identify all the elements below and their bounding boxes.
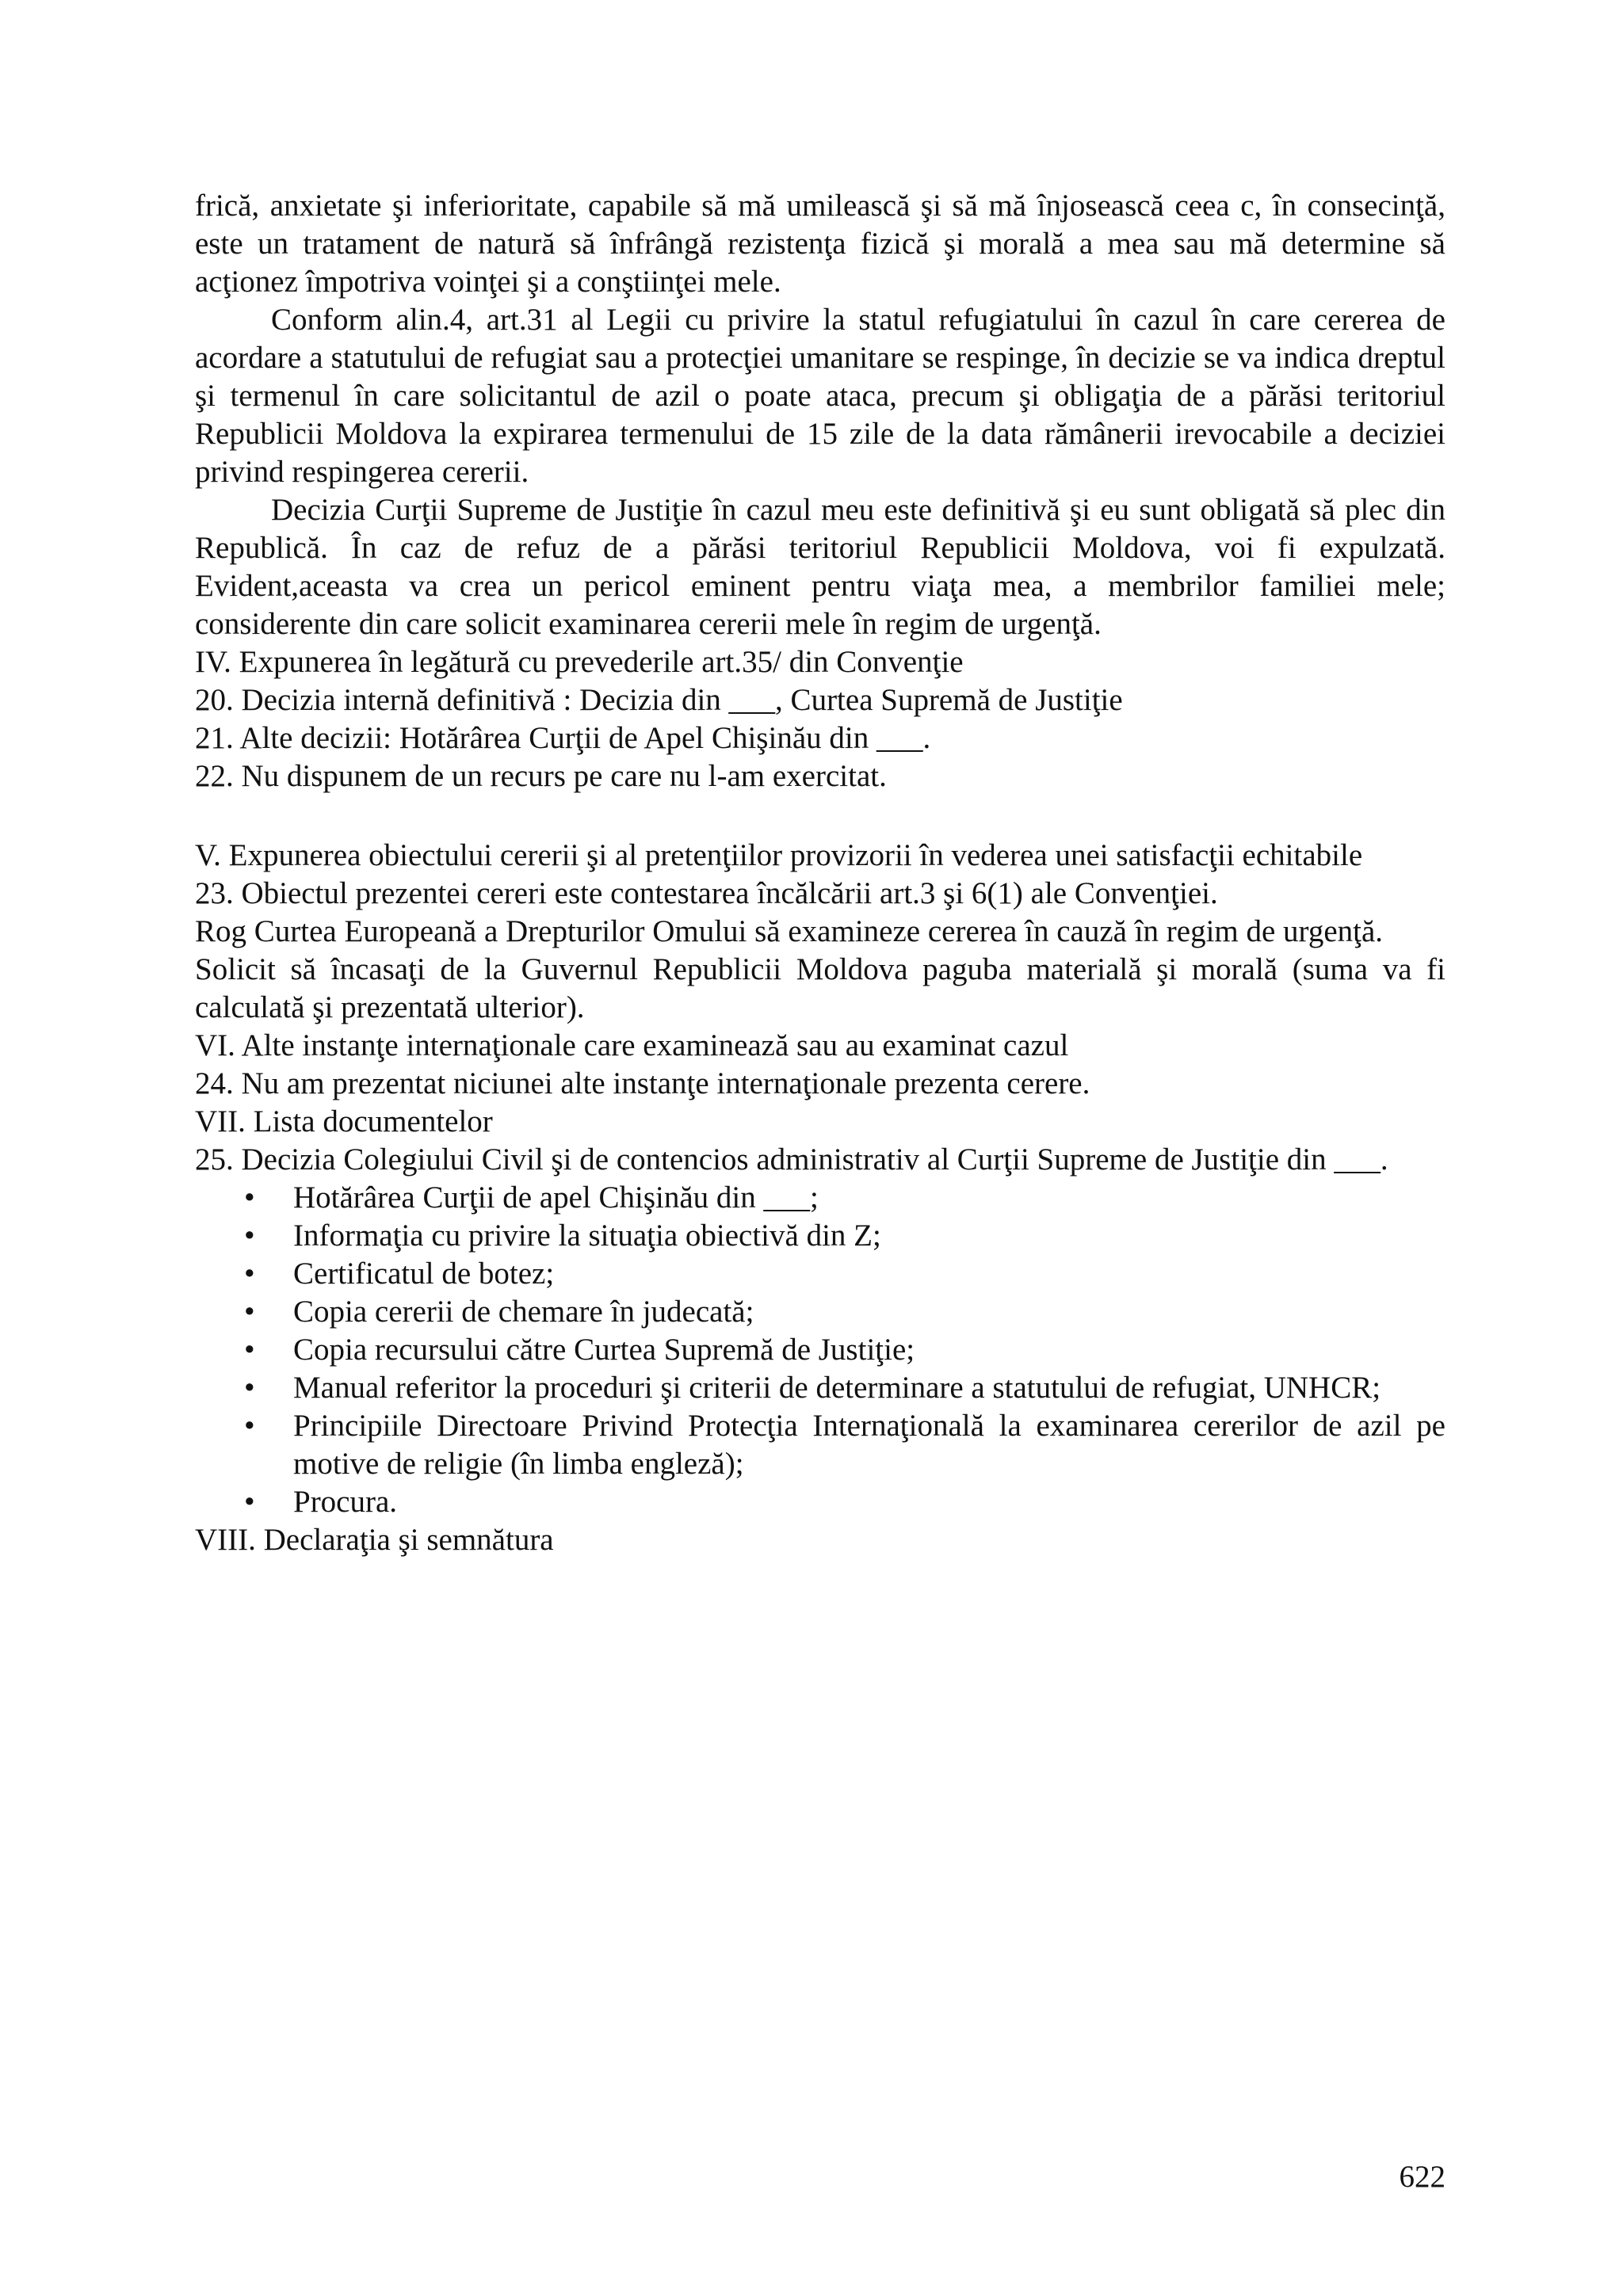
section-gap [195, 795, 1445, 837]
list-item: • Copia cererii de chemare în judecată; [195, 1293, 1445, 1331]
bullet-icon: • [244, 1485, 255, 1519]
section-v-heading: V. Expunerea obiectului cererii şi al pretenţiilor provizorii în vederea unei satisfacţii echitabile [195, 838, 1363, 872]
bullet-icon: • [244, 1371, 255, 1405]
section-vii-heading: VII. Lista documentelor [195, 1104, 493, 1138]
section-viii-heading: VIII. Declaraţia şi semnătura [195, 1523, 554, 1557]
request-damages: Solicit să încasaţi de la Guvernul Republicii Moldova paguba materială şi morală (suma va fi calculată şi prezentată ulterior). [195, 952, 1445, 1024]
item-25: 25. Decizia Colegiului Civil şi de contencios administrativ al Curţii Supreme de Justiţie din ___. [195, 1142, 1388, 1177]
list-item: • Principiile Directoare Privind Protecţia Internaţională la examinarea cererilor de azil pe motive de religie (în limba engleză); [244, 1409, 1445, 1481]
list-item: • Manual referitor la proceduri şi criterii de determinare a statutului de refugiat, UNHCR; [195, 1369, 1445, 1407]
page-number: 622 [1399, 2160, 1445, 2194]
list-item: • Hotărârea Curţii de apel Chişinău din ___; [195, 1179, 1445, 1217]
list-item: • Procura. [195, 1483, 1445, 1521]
list-item: • Certificatul de botez; [195, 1255, 1445, 1293]
item-22: 22. Nu dispunem de un recurs pe care nu l-am exercitat. [195, 759, 887, 793]
section-iv-heading: IV. Expunerea în legătură cu prevederile art.35/ din Convenţie [195, 645, 964, 679]
bullet-icon: • [244, 1295, 255, 1329]
paragraph-decision: Decizia Curţii Supreme de Justiţie în cazul meu este definitivă şi eu sunt obligată să plec din Republică. În caz de refuz de a părăsi teritoriul Republicii Moldova, voi fi expulzată. Evident,aceasta va crea un pericol eminent pentru viaţa mea, a membrilor familiei mele; considerente din care solicit examinarea cererii mele în regim de urgenţă. [195, 493, 1445, 641]
section-vi-heading: VI. Alte instanţe internaţionale care examinează sau au examinat cazul [195, 1028, 1069, 1062]
bullet-icon: • [244, 1333, 255, 1367]
list-item: • Copia recursului către Curtea Supremă de Justiţie; [195, 1331, 1445, 1369]
item-24: 24. Nu am prezentat niciunei alte instanţe internaţionale prezenta cerere. [195, 1066, 1090, 1100]
bullet-icon: • [244, 1257, 255, 1291]
item-23: 23. Obiectul prezentei cereri este contestarea încălcării art.3 şi 6(1) ale Convenţiei. [195, 876, 1218, 910]
item-20: 20. Decizia internă definitivă : Decizia din ___, Curtea Supremă de Justiţie [195, 683, 1123, 717]
documents-list [195, 1179, 1445, 1521]
request-urgent-examination: Rog Curtea Europeană a Drepturilor Omului să examineze cererea în cauză în regim de urgenţă. [195, 914, 1384, 948]
bullet-icon: • [244, 1409, 255, 1443]
item-21: 21. Alte decizii: Hotărârea Curţii de Apel Chişinău din ___. [195, 721, 931, 755]
bullet-icon: • [244, 1180, 255, 1215]
bullet-icon: • [244, 1219, 255, 1253]
document-page [195, 187, 1445, 1559]
list-item: • Informaţia cu privire la situaţia obiectivă din Z; [195, 1217, 1445, 1255]
paragraph-legal-basis: Conform alin.4, art.31 al Legii cu privire la statul refugiatului în cazul în care cererea de acordare a statutului de refugiat sau a protecţiei umanitare se respinge, în decizie se va indica dreptul şi termenul în care solicitantul de azil o poate ataca, precum şi obligaţia de a părăsi teritoriul Republicii Moldova la expirarea termenului de 15 zile de la data rămânerii irevocabile a deciziei privind respingerea cererii. [195, 303, 1445, 489]
paragraph-fear: frică, anxietate şi inferioritate, capabile să mă umilească şi să mă înjosească ceea c, în consecinţă, este un tratament de natură să înfrângă rezistenţa fizică şi morală a mea sau mă determine să acţionez împotriva voinţei şi a conştiinţei mele. [195, 189, 1445, 299]
